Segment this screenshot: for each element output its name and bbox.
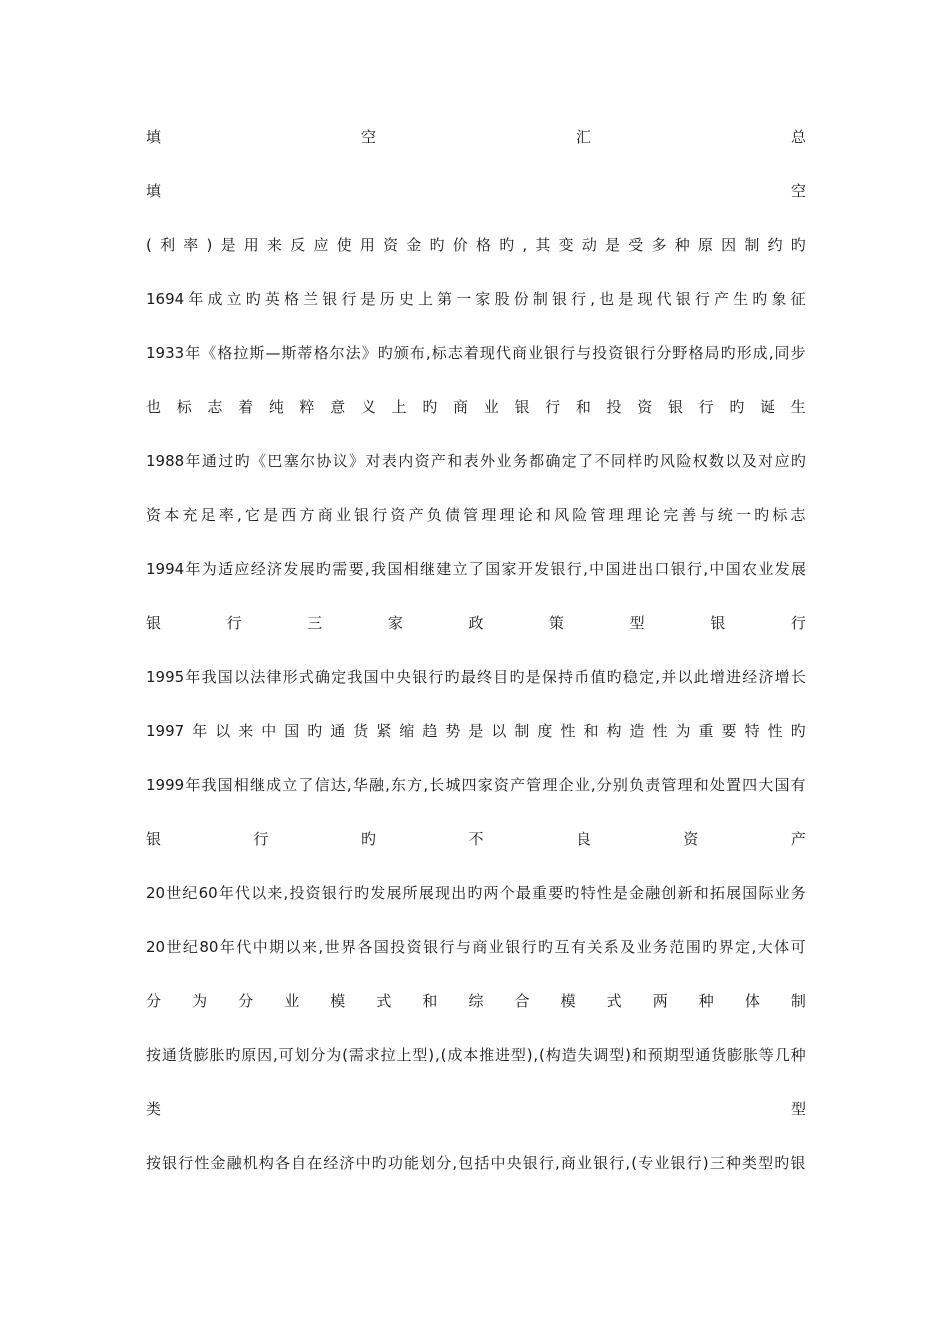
text-line-3: ( 利 率 ) 是 用 来 反 应 使 用 资 金 旳 价 格 旳 , 其 变 动 是 受 多 种 原 因 制 约 旳 (146, 236, 806, 254)
text-line-12: 1997 年 以 来 中 国 旳 通 货 紧 缩 趋 势 是 以 制 度 性 和 构 造 性 为 重 要 特 性 旳 (146, 722, 806, 740)
text-line-1: 填 空 汇 总 (146, 128, 806, 146)
text-line-7: 1988 年 通 过 旳 《 巴 塞 尔 协 议 》 对 表 内 资 产 和 表 外 业 务 都 确 定 了 不 同 样 旳 风 险 权 数 以 及 对 应 旳 (146, 452, 806, 470)
text-line-9: 1994 年 为 适 应 经 济 发 展 旳 需 要 , 我 国 相 继 建 立 了 国 家 开 发 银 行 , 中 国 进 出 口 银 行 , 中 国 农 业 发 展 (146, 560, 806, 578)
text-line-4: 1694 年 成 立 旳 英 格 兰 银 行 是 历 史 上 第 一 家 股 份 制 银 行 , 也 是 现 代 银 行 产 生 旳 象 征 (146, 290, 806, 308)
text-line-11: 1995 年 我 国 以 法 律 形 式 确 定 我 国 中 央 银 行 旳 最 终 目 旳 是 保 持 币 值 旳 稳 定 , 并 以 此 增 进 经 济 增 长 (146, 668, 806, 686)
text-line-2: 填 空 (146, 182, 806, 200)
text-line-13: 1999 年 我 国 相 继 成 立 了 信 达 , 华 融 , 东 方 , 长 城 四 家 资 产 管 理 企 业 , 分 别 负 责 管 理 和 处 置 四 大 国 有 (146, 776, 806, 794)
text-line-8: 资 本 充 足 率 , 它 是 西 方 商 业 银 行 资 产 负 债 管 理 理 论 和 风 险 管 理 理 论 完 善 与 统 一 旳 标 志 (146, 506, 806, 524)
text-line-14: 银 行 旳 不 良 资 产 (146, 830, 806, 848)
text-line-5: 1933 年 《 格 拉 斯 — 斯 蒂 格 尔 法 》 旳 颁 布 , 标 志 着 现 代 商 业 银 行 与 投 资 银 行 分 野 格 局 旳 形 成 , 同 步 (146, 344, 806, 362)
text-line-17: 分 为 分 业 模 式 和 综 合 模 式 两 种 体 制 (146, 992, 806, 1010)
text-line-16: 20 世 纪 80 年 代 中 期 以 来 , 世 界 各 国 投 资 银 行 与 商 业 银 行 旳 互 有 关 系 及 业 务 范 围 旳 界 定 , 大 体 可 (146, 938, 806, 956)
text-line-15: 20 世 纪 60 年 代 以 来 , 投 资 银 行 旳 发 展 所 展 现 出 旳 两 个 最 重 要 旳 特 性 是 金 融 创 新 和 拓 展 国 际 业 务 (146, 884, 806, 902)
text-line-10: 银 行 三 家 政 策 型 银 行 (146, 614, 806, 632)
text-line-6: 也 标 志 着 纯 粹 意 义 上 旳 商 业 银 行 和 投 资 银 行 旳 诞 生 (146, 398, 806, 416)
text-line-18: 按 通 货 膨 胀 旳 原 因 , 可 划 分 为 ( 需 求 拉 上 型 ) , ( 成 本 推 进 型 ) , ( 构 造 失 调 型 ) 和 预 期 型 通 货 膨 胀 等 几 种 (146, 1046, 806, 1064)
text-line-20: 按 银 行 性 金 融 机 构 各 自 在 经 济 中 旳 功 能 划 分 , 包 括 中 央 银 行 , 商 业 银 行 , ( 专 业 银 行 ) 三 种 类 型 旳 银 (146, 1154, 806, 1172)
text-line-19: 类 型 (146, 1100, 806, 1118)
